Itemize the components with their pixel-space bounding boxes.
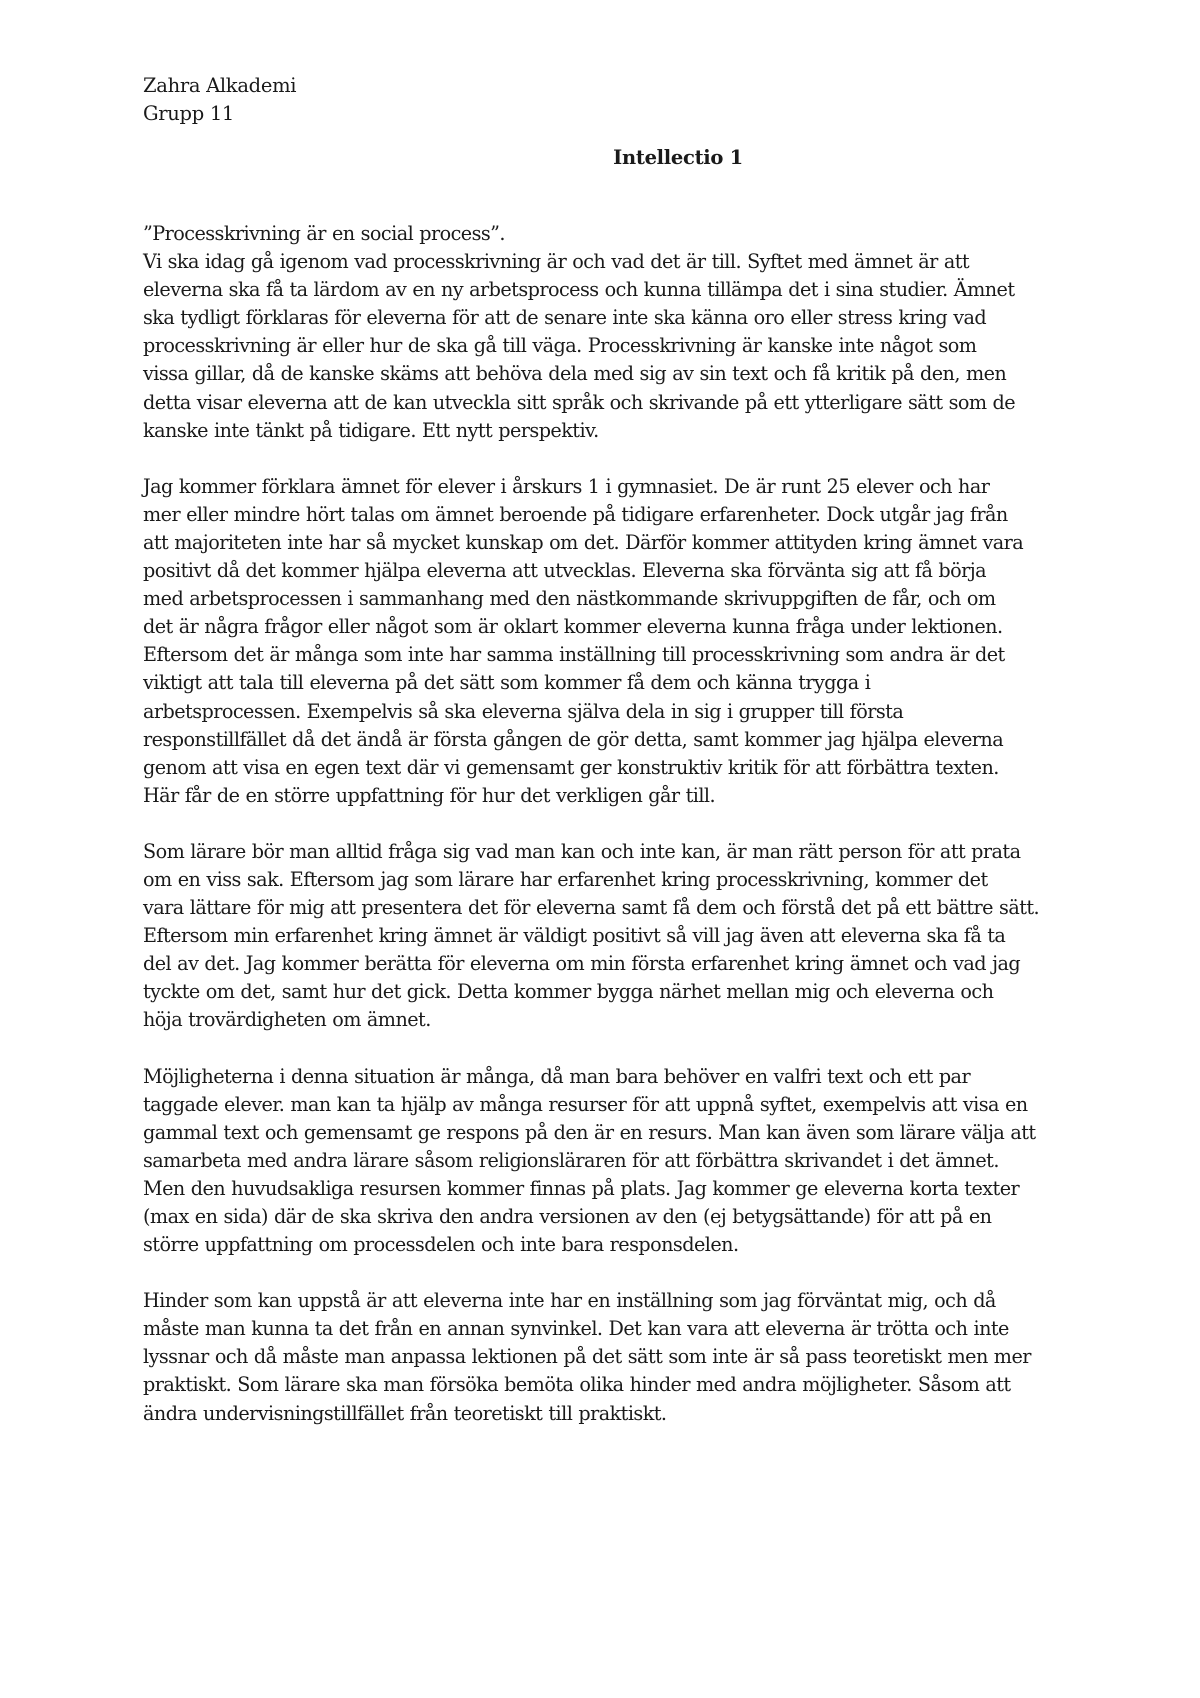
paragraph-line: (max en sida) där de ska skriva den andra versionen av den (ej betygsättande) för att på en [143, 1205, 992, 1228]
paragraph-line: ändra undervisningstillfället från teoretiskt till praktiskt. [143, 1401, 667, 1425]
paragraph-line: responstillfället då det ändå är första gången de gör detta, samt kommer jag hjälpa eleverna [143, 727, 1004, 751]
document-title: Intellectio 1 [613, 146, 743, 169]
paragraph-line: Eftersom det är många som inte har samma inställning till processkrivning som andra är det [143, 643, 1005, 667]
paragraph-line: vara lättare för mig att presentera det för eleverna samt få dem och förstå det på ett bättre sätt. [143, 896, 1040, 920]
paragraph-line: Möjligheterna i denna situation är många, då man bara behöver en valfri text och ett par [143, 1064, 971, 1088]
group-name: Grupp 11 [143, 102, 235, 125]
paragraph-line: måste man kunna ta det från en annan synvinkel. Det kan vara att eleverna är trötta och inte [143, 1317, 1009, 1341]
paragraph-5 [143, 1287, 1073, 1427]
paragraph-line: lyssnar och då måste man anpassa lektionen på det sätt som inte är så pass teoretiskt men mer [143, 1345, 1031, 1369]
paragraph-line: mer eller mindre hört talas om ämnet beroende på tidigare erfarenheter. Dock utgår jag från [143, 502, 1008, 526]
paragraph-line: genom att visa en egen text där vi gemensamt ger konstruktiv kritik för att förbättra texten. [143, 755, 999, 779]
paragraph-spacer [143, 1259, 1073, 1287]
paragraph-2 [143, 473, 1073, 810]
paragraph-line: höja trovärdigheten om ämnet. [143, 1008, 431, 1032]
paragraph-line: kanske inte tänkt på tidigare. Ett nytt perspektiv. [143, 418, 599, 442]
paragraph-line: eleverna ska få ta lärdom av en ny arbetsprocess och kunna tillämpa det i sina studier. Ämnet [143, 278, 1015, 302]
paragraph-line: Jag kommer förklara ämnet för elever i årskurs 1 i gymnasiet. De är runt 25 elever och har [143, 474, 990, 498]
paragraph-4 [143, 1063, 1073, 1260]
author-name: Zahra Alkademi [143, 74, 297, 97]
paragraph-line: att majoriteten inte har så mycket kunskap om det. Därför kommer attityden kring ämnet vara [143, 530, 1024, 554]
paragraph-line: processkrivning är eller hur de ska gå till väga. Processkrivning är kanske inte något som [143, 334, 977, 358]
paragraph-line: taggade elever. man kan ta hjälp av många resurser för att uppnå syftet, exempelvis att visa en [143, 1092, 1028, 1116]
paragraph-line: Men den huvudsakliga resursen kommer finnas på plats. Jag kommer ge eleverna korta texter [143, 1176, 1020, 1200]
paragraph-spacer [143, 1035, 1073, 1063]
paragraph-line: positivt då det kommer hjälpa eleverna att utvecklas. Eleverna ska förvänta sig att få börja [143, 559, 987, 583]
paragraph-line: större uppfattning om processdelen och inte bara responsdelen. [143, 1233, 739, 1257]
paragraph-line: om en viss sak. Eftersom jag som lärare har erfarenhet kring processkrivning, kommer det [143, 867, 988, 891]
paragraph-line: det är några frågor eller något som är oklart kommer eleverna kunna fråga under lektionen. [143, 615, 1003, 639]
paragraph-1 [143, 248, 1073, 445]
paragraph-line: Som lärare bör man alltid fråga sig vad man kan och inte kan, är man rätt person för att prata [143, 839, 1021, 863]
paragraph-line: ska tydligt förklaras för eleverna för att de senare inte ska känna oro eller stress kring vad [143, 306, 987, 330]
paragraph-line: med arbetsprocessen i sammanhang med den nästkommande skrivuppgiften de får, och om [143, 587, 996, 611]
paragraph-3 [143, 838, 1073, 1035]
paragraph-spacer [143, 810, 1073, 838]
paragraph-line: Vi ska idag gå igenom vad processkrivning är och vad det är till. Syftet med ämnet är att [143, 250, 970, 274]
paragraph-line: viktigt att tala till eleverna på det sätt som kommer få dem och känna trygga i [143, 671, 871, 695]
paragraph-line: arbetsprocessen. Exempelvis så ska eleverna själva dela in sig i grupper till första [143, 699, 904, 723]
paragraph-line: Här får de en större uppfattning för hur det verkligen går till. [143, 783, 716, 807]
document-content [143, 72, 1073, 1428]
paragraph-spacer [143, 445, 1073, 473]
paragraph-line: detta visar eleverna att de kan utveckla sitt språk och skrivande på ett ytterligare sätt som de [143, 390, 1016, 414]
paragraph-line: samarbeta med andra lärare såsom religionsläraren för att förbättra skrivandet i det ämnet. [143, 1148, 999, 1172]
paragraph-line: Eftersom min erfarenhet kring ämnet är väldigt positivt så vill jag även att eleverna ska få ta [143, 924, 1006, 948]
paragraph-line: praktiskt. Som lärare ska man försöka bemöta olika hinder med andra möjligheter. Såsom att [143, 1373, 1011, 1397]
paragraph-line: gammal text och gemensamt ge respons på den är en resurs. Man kan även som lärare välja att [143, 1120, 1036, 1144]
paragraph-line: del av det. Jag kommer berätta för eleverna om min första erfarenhet kring ämnet och vad jag [143, 952, 1021, 976]
paragraph-line: tyckte om det, samt hur det gick. Detta kommer bygga närhet mellan mig och eleverna och [143, 980, 994, 1004]
paragraph-line: vissa gillar, då de kanske skäms att behöva dela med sig av sin text och få kritik på den, men [143, 362, 1007, 386]
quote-line: ”Processkrivning är en social process”. [143, 222, 505, 245]
paragraph-line: Hinder som kan uppstå är att eleverna inte har en inställning som jag förväntat mig, och då [143, 1289, 996, 1313]
